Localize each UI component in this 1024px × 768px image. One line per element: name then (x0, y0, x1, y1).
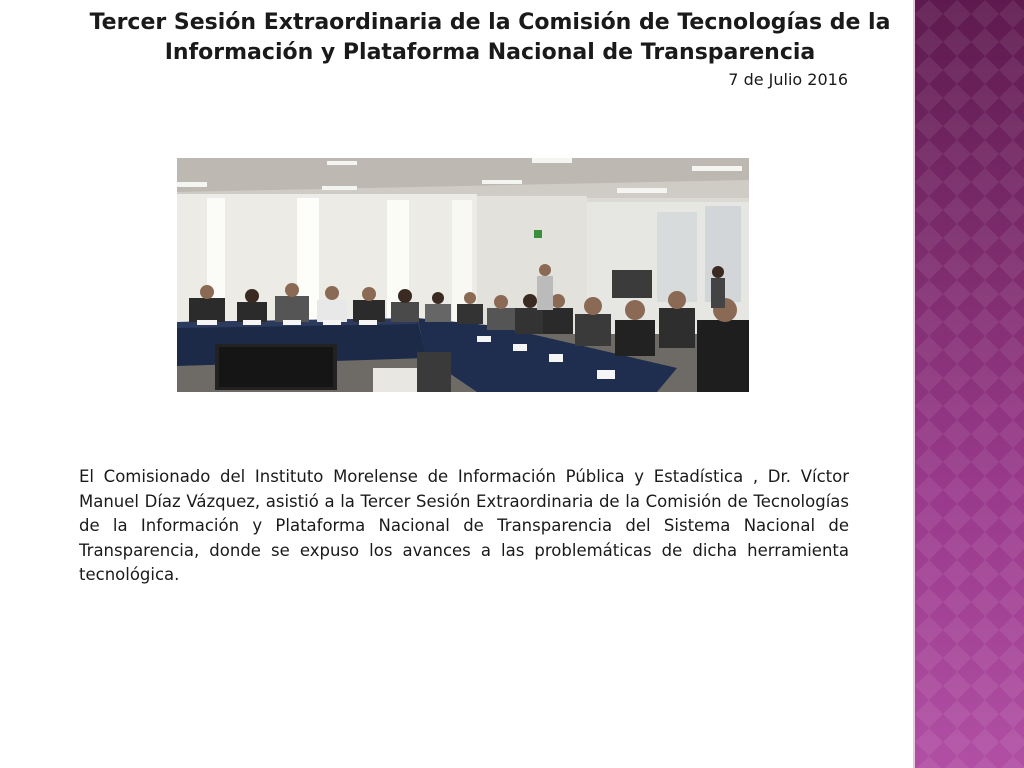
slide-title: Tercer Sesión Extraordinaria de la Comisión de Tecnologías de la Información y Plataforma Nacional de Transparencia (89, 10, 891, 65)
decorative-side-band (913, 0, 1024, 768)
slide-body-text: El Comisionado del Instituto Morelense de Información Pública y Estadística , Dr. Víctor Manuel Díaz Vázquez, asistió a la Tercer Sesión Extraordinaria de la Comisión de Tecnologías de la Información y Plataforma Nacional de Transparencia del Sistema Nacional de Transparencia, donde se expuso los avances a las problemáticas de dicha herramienta tecnológica. (79, 467, 849, 584)
meeting-photo (177, 158, 749, 392)
slide-date: 7 de Julio 2016 (728, 70, 848, 89)
